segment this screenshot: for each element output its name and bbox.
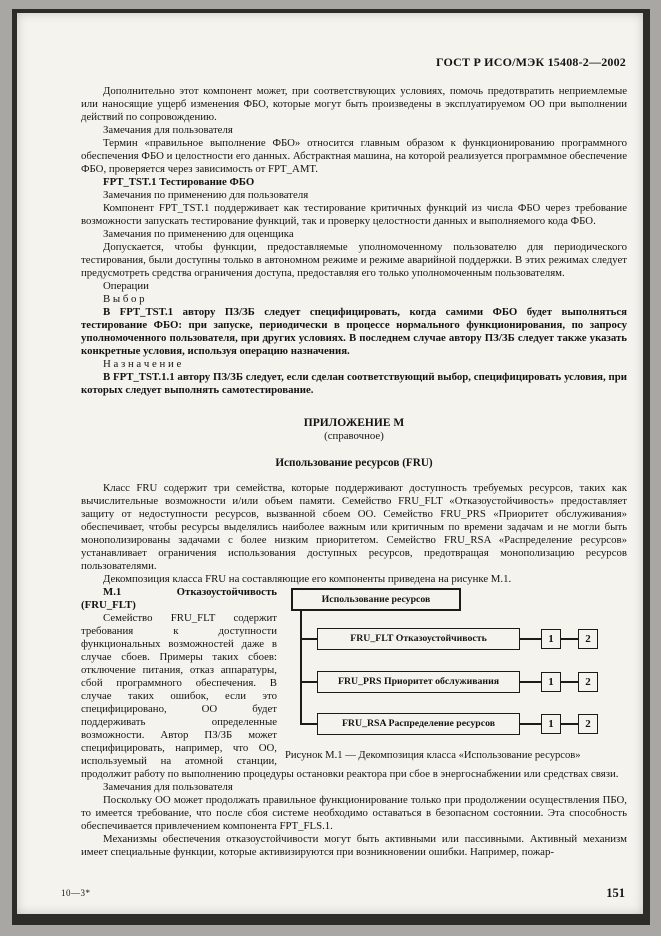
diagram-component-box: 1 (541, 672, 561, 692)
connector-line (300, 638, 317, 640)
document-page (12, 9, 650, 925)
diagram-component-box: 2 (578, 672, 598, 692)
diagram-component-box: 2 (578, 629, 598, 649)
figure-m1 (285, 588, 627, 762)
heading-m1: М.1 Отказоустойчивость (FRU_FLT) (81, 586, 277, 611)
operations-label: Операции (103, 280, 149, 292)
connector-line (560, 638, 578, 640)
heading-fpt-tst1: FPT_TST.1 Тестирование ФБО (103, 176, 255, 188)
connector-line (519, 638, 541, 640)
page-content (81, 85, 627, 859)
connector-line (560, 723, 578, 725)
connector-line (300, 723, 317, 725)
diagram-component-box: 1 (541, 714, 561, 734)
footer-print-mark: 10—3* (61, 888, 91, 898)
diagram-family-box-fru-prs: FRU_PRS Приоритет обслуживания (317, 671, 520, 693)
connector-line (560, 681, 578, 683)
section-m1 (81, 586, 627, 794)
annex-heading: Использование ресурсов (FRU) (275, 457, 433, 469)
paragraph: Семейство FRU_FLT содержит требования к доступности функциональных возможностей даже в случае сбоев. Примеры таких сбоев: отключение питания, отказ аппаратуры, сбой программного обеспечения. В случае таких ошибок, если это специфицировано, ОО будет поддерживать определенные возможности. Автор ПЗ/ЗБ может специфицировать, например, что ОО, используемый на атомной станции, продолжит работу по выполнению процедуры остановки реактора при сбое в энергоснабжении или средствах связи. (81, 612, 619, 780)
page-number: 151 (606, 886, 625, 900)
diagram-root-box: Использование ресурсов (291, 588, 461, 611)
connector-line (519, 681, 541, 683)
connector-line (519, 723, 541, 725)
paragraph: Термин «правильное выполнение ФБО» относится главным образом к функционированию программного обеспечения ФБО и целостности его данных. Абстрактная машина, на которой реализуется программное обеспечение ФБО, проверяется через зависимость от FPT_AMT. (81, 137, 627, 175)
paragraph: Допускается, чтобы функции, предоставляемые уполномоченному пользователю для периодического тестирования, были доступны только в автономном режиме и режиме аварийной поддержки. В этих режимах следует предусмотреть средства ограничения доступа, предоставляя его только уполномоченным пользователям. (81, 241, 627, 279)
connector-line (300, 611, 302, 724)
application-notes-user-label: Замечания по применению для пользователя (103, 189, 309, 201)
paragraph: Компонент FPT_TST.1 поддерживает как тестирование критичных функций из числа ФБО через требование возможности запускать тестирование функций, так и проверку целостности данных и выполняемого кода ФБО. (81, 202, 627, 227)
user-notes-label: Замечания для пользователя (103, 781, 233, 793)
selection-label: В ы б о р (103, 293, 145, 305)
assignment-label: Н а з н а ч е н и е (103, 358, 182, 370)
diagram-family-box-fru-rsa: FRU_RSA Распределение ресурсов (317, 713, 520, 735)
diagram-family-box-fru-flt: FRU_FLT Отказоустойчивость (317, 628, 520, 650)
application-notes-evaluator-label: Замечания по применению для оценщика (103, 228, 294, 240)
diagram-component-box: 1 (541, 629, 561, 649)
paragraph: Декомпозиция класса FRU на составляющие его компоненты приведена на рисунке М.1. (103, 573, 512, 585)
annex-title: ПРИЛОЖЕНИЕ М (303, 417, 405, 429)
paragraph: Механизмы обеспечения отказоустойчивости могут быть активными или пассивными. Активный механизм имеет специальные функции, которые активизируются при возникновении ошибки. Например, пожар- (81, 833, 627, 858)
paragraph-bold: В FPT_TST.1.1 автору ПЗ/ЗБ следует, если сделан соответствующий выбор, специфицировать условия, при которых следует выполнять самотестирование. (81, 371, 627, 396)
connector-line (300, 681, 317, 683)
paragraph-bold: В FPT_TST.1 автору ПЗ/ЗБ следует специфицировать, когда самими ФБО будет выполняться тестирование ФБО: при запуске, периодически в процессе нормального функционирования, по запросу уполномоченного пользователя, при других условиях. В последнем случае автору ПЗ/ЗБ следует также указать конкретные условия, используя операцию назначения. (81, 306, 627, 357)
annex-subtitle: (справочное) (324, 430, 384, 442)
figure-caption: Рисунок М.1 — Декомпозиция класса «Использование ресурсов» (285, 750, 581, 761)
paragraph: Класс FRU содержит три семейства, которые поддерживают доступность требуемых ресурсов, таких как вычислительные возможности и/или объем памяти. Семейство FRU_FLT «Отказоустойчивость» предоставляет защиту от недоступности ресурсов, вызванной сбоем ОО. Семейство FRU_PRS «Приоритет обслуживания» обеспечивает, чтобы ресурсы выделялись наиболее важным или критичным по времени задачам и не могли быть монополизированы задачами с более низким приоритетом. Семейство FRU_RSA «Распределение ресурсов» устанавливает ограничения использования доступных ресурсов, предотвращая монополизацию ресурсов пользователями. (81, 482, 627, 572)
page-header-gost-number: ГОСТ Р ИСО/МЭК 15408-2—2002 (435, 55, 626, 69)
user-notes-label: Замечания для пользователя (103, 124, 233, 136)
fru-class-decomposition-diagram (285, 588, 627, 738)
paragraph: Поскольку ОО может продолжать правильное функционирование только при продолжении осуществления ПБО, то имеется требование, что после сбоя системе необходимо оставаться в безопасном состоянии. Эта способность обеспечивается привлечением компонента FPT_FLS.1. (81, 794, 627, 832)
paragraph: Дополнительно этот компонент может, при соответствующих условиях, помочь предотвратить неприемлемые или наносящие ущерб изменения ФБО, которые могут быть произведены в эксплуатируемом ОО при выполнении действий по сопровождению. (81, 85, 627, 123)
diagram-component-box: 2 (578, 714, 598, 734)
